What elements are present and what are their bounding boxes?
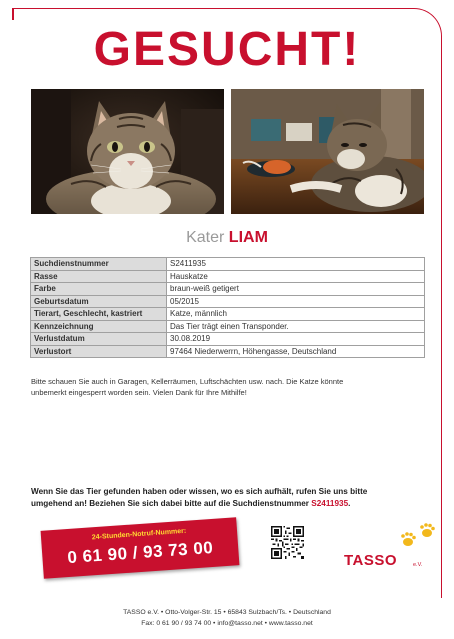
- footer: [0, 607, 454, 629]
- fact-label: Verlustdatum: [31, 333, 167, 346]
- table-row: [31, 283, 425, 296]
- logo-word: TASSO: [344, 552, 398, 569]
- appeal-line: [31, 498, 426, 510]
- note-line: Bitte schauen Sie auch in Garagen, Kellerräumen, Luftschächten usw. nach. Die Katze könnte: [31, 377, 344, 386]
- search-number: S2411935: [311, 499, 349, 508]
- tasso-logo: [344, 522, 439, 578]
- fact-value: 97464 Niederwerrn, Höhengasse, Deutschland: [167, 345, 425, 358]
- cat-portrait-image: [31, 89, 224, 214]
- table-row: [31, 320, 425, 333]
- appeal-text: umgehend an! Beziehen Sie sich dabei bitte auf die Suchdienstnummer: [31, 499, 309, 508]
- note-line: unbemerkt eingesperrt worden sein. Vielen Dank für Ihre Mithilfe!: [31, 388, 247, 397]
- qr-code[interactable]: [271, 526, 304, 559]
- cat-photo-2: [231, 89, 424, 214]
- animal-kind: Kater: [186, 229, 225, 246]
- fact-value: braun-weiß getigert: [167, 283, 425, 296]
- footer-address: TASSO e.V. • Otto-Volger-Str. 15 • 65843 Sulzbach/Ts. • Deutschland: [123, 609, 331, 616]
- search-note: [31, 376, 426, 398]
- hotline-phone[interactable]: 0 61 90 / 93 73 00: [66, 537, 214, 568]
- fact-label: Suchdienstnummer: [31, 258, 167, 271]
- animal-name: LIAM: [228, 229, 268, 246]
- cat-photo-1: [31, 89, 224, 214]
- contact-appeal: [31, 486, 426, 510]
- fact-label: Kennzeichnung: [31, 320, 167, 333]
- facts-table: [30, 257, 425, 358]
- footer-contact: Fax: 0 61 90 / 93 74 00 • info@tasso.net • www.tasso.net: [141, 620, 313, 627]
- fact-value: 30.08.2019: [167, 333, 425, 346]
- page-title: GESUCHT!: [93, 23, 361, 76]
- table-row: [31, 295, 425, 308]
- fact-label: Geburtsdatum: [31, 295, 167, 308]
- fact-value: Katze, männlich: [167, 308, 425, 321]
- fact-value: 05/2015: [167, 295, 425, 308]
- hotline-label: 24-Stunden-Notruf-Nummer:: [91, 527, 187, 542]
- table-row: [31, 308, 425, 321]
- table-row: [31, 258, 425, 271]
- fact-value: Hauskatze: [167, 270, 425, 283]
- animal-heading: [0, 229, 454, 247]
- fact-value: Das Tier trägt einen Transponder.: [167, 320, 425, 333]
- appeal-line: Wenn Sie das Tier gefunden haben oder wissen, wo es sich aufhält, rufen Sie uns bitte: [31, 487, 368, 496]
- fact-label: Rasse: [31, 270, 167, 283]
- appeal-period: .: [348, 499, 351, 508]
- qr-code-icon: [271, 526, 304, 559]
- table-row: [31, 333, 425, 346]
- cat-playing-image: [231, 89, 424, 214]
- table-row: [31, 345, 425, 358]
- paw-icon: [398, 522, 438, 552]
- fact-label: Tierart, Geschlecht, kastriert: [31, 308, 167, 321]
- fact-value: S2411935: [167, 258, 425, 271]
- fact-label: Verlustort: [31, 345, 167, 358]
- table-row: [31, 270, 425, 283]
- logo-suffix: e.V.: [413, 562, 423, 568]
- frame-corner: [12, 8, 14, 20]
- fact-label: Farbe: [31, 283, 167, 296]
